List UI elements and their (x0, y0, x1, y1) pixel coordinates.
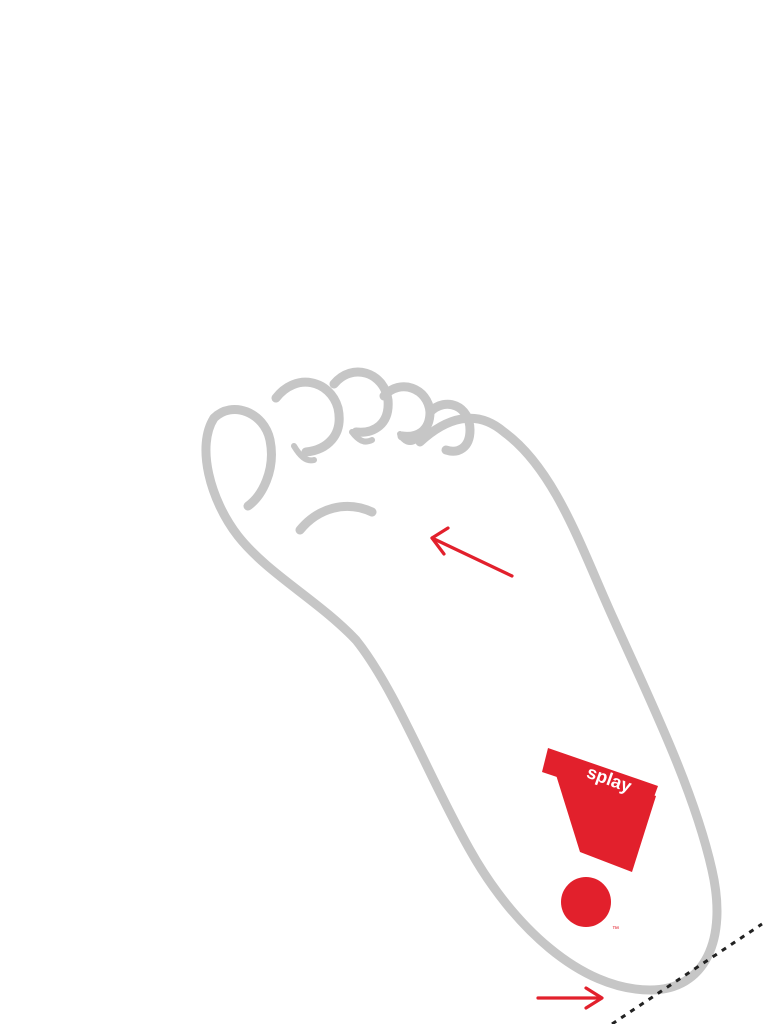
group-insole-label (271, 599, 373, 618)
svg-text:™: ™ (612, 926, 619, 933)
group-sizing-label (92, 599, 189, 618)
table-group-header (92, 599, 421, 618)
table-column-header (92, 618, 421, 637)
col-cm (373, 618, 421, 637)
splay-logo (542, 748, 658, 933)
sizing-table (92, 599, 421, 637)
example-arrow-icon (432, 528, 512, 576)
svg-text:splay: splay (584, 761, 635, 797)
fold-dotted-line (612, 924, 762, 1024)
fold-arrow-icon (538, 988, 602, 1008)
col-us (92, 618, 189, 637)
col-eu (271, 618, 317, 637)
foot-outline-drawing (206, 372, 717, 990)
col-uk (189, 618, 271, 637)
example-callout (516, 563, 656, 580)
col-in (317, 618, 373, 637)
